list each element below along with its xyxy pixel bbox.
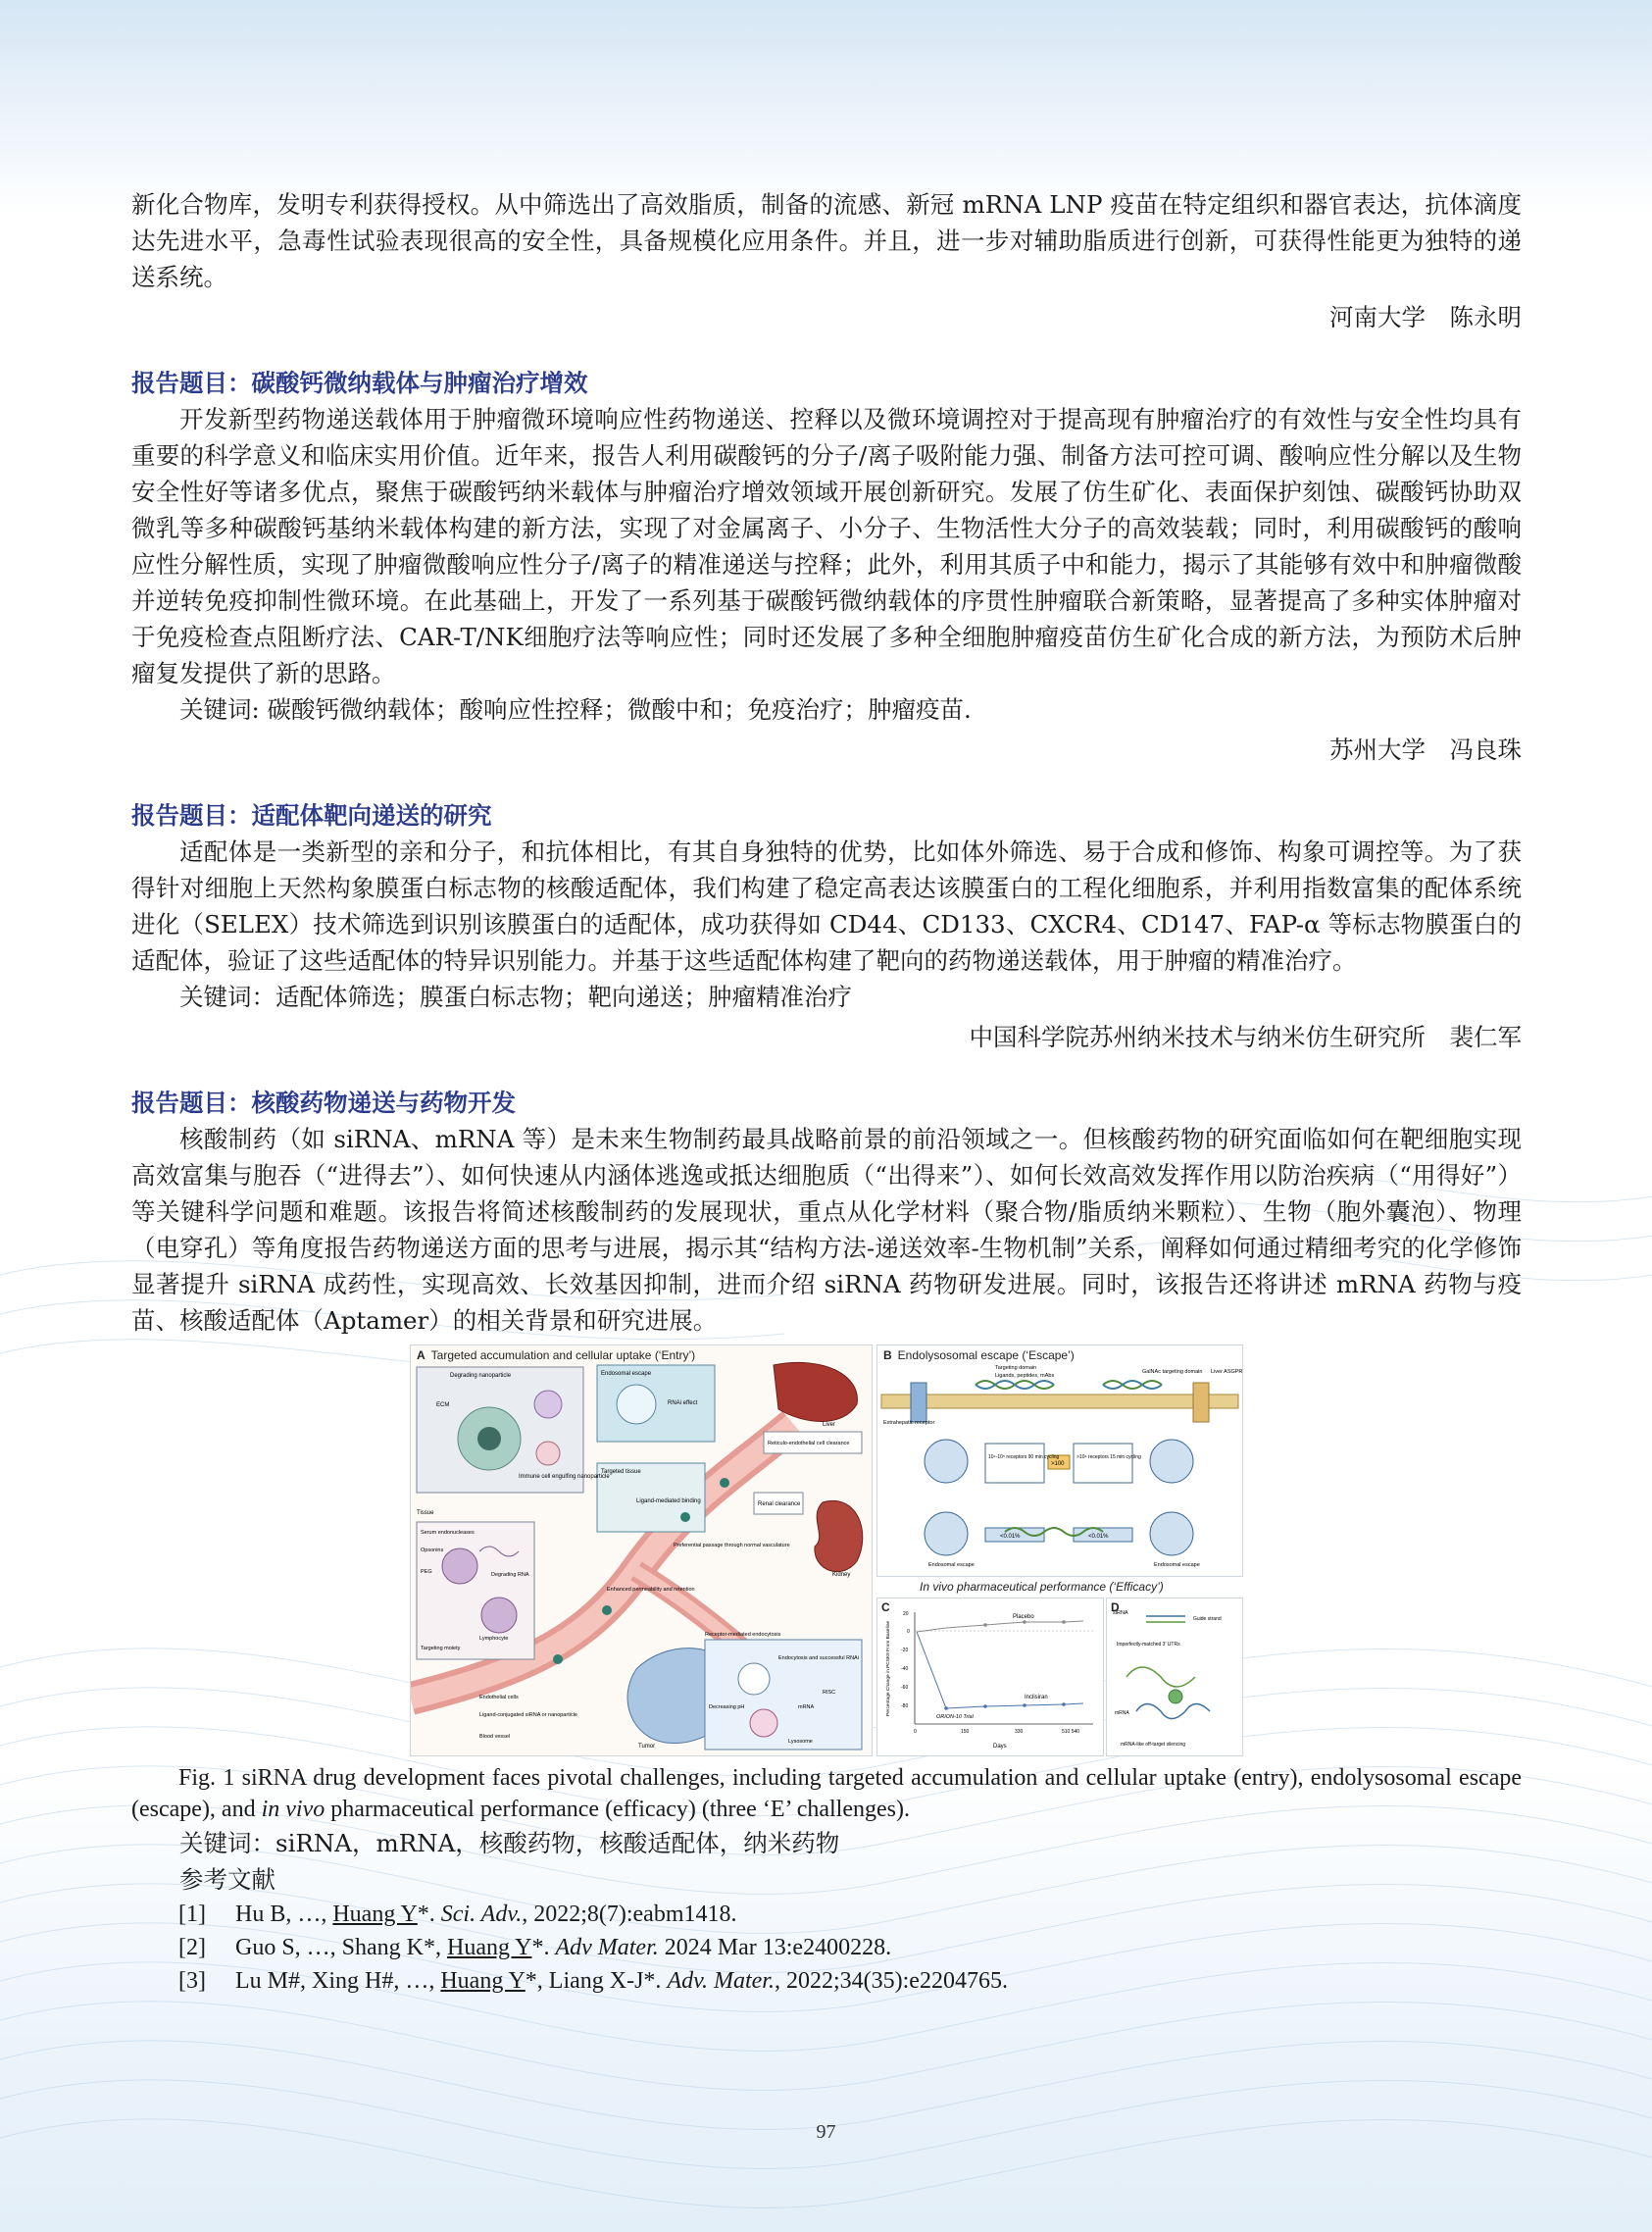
references-title: 参考文献	[179, 1865, 275, 1894]
reference-mid: *.	[417, 1902, 441, 1927]
label-escape-left-pct: <0.01%	[1000, 1534, 1021, 1540]
caption-italic: in vivo	[261, 1797, 325, 1822]
label-decreasing: Decreasing pH	[709, 1704, 745, 1710]
reference-number: [2]	[178, 1935, 206, 1960]
label-rnai: RNAi effect	[668, 1400, 698, 1406]
label-tumor: Tumor	[638, 1744, 656, 1750]
reference-author: Huang Y	[332, 1902, 418, 1927]
label-c-inclisiran: Inclisiran	[1025, 1695, 1048, 1700]
figure-panel-a	[410, 1344, 873, 1756]
report-2-keywords: 关键词：适配体筛选；膜蛋白标志物；靶向递送；肿瘤精准治疗	[179, 983, 852, 1011]
label-tissue: Tissue	[417, 1510, 434, 1516]
panel-b-title: Endolysosomal escape (‘Escape’)	[897, 1348, 1075, 1362]
figure-1	[410, 1344, 1243, 1756]
label-lysosome: Lysosome	[788, 1739, 813, 1745]
label-preferential: Preferential passage through normal vasculature	[674, 1543, 790, 1548]
reference-author: Huang Y	[447, 1935, 532, 1960]
reference-journal: Adv Mater.	[555, 1935, 659, 1960]
label-mrna: mRNA	[798, 1704, 815, 1710]
label-galnac: GalNAc targeting domain	[1142, 1369, 1203, 1375]
label-d-offtarget: mRNA-like off-target silencing	[1121, 1742, 1186, 1748]
label-ligand-sirna: Ligand-conjugated siRNA or nanoparticle	[479, 1712, 577, 1718]
label-c-ylabel: Percentage Change in PCSK9 From Baseline	[886, 1620, 891, 1716]
figure-panel-c	[876, 1598, 1104, 1756]
label-endocytosis: Endocytosis and successful RNAi	[778, 1655, 859, 1661]
label-d-imperfect: Imperfectly-matched 3′ UTRs	[1117, 1642, 1180, 1648]
report-1-title: 报告题目：碳酸钙微纳载体与肿瘤治疗增效	[131, 369, 588, 397]
intro-paragraph: 新化合物库，发明专利获得授权。从中筛选出了高效脂质，制备的流感、新冠 mRNA LNP 疫苗在特定组织和器官表达，抗体滴度达先进水平，急毒性试验表现很高的安全性，具备规模化应用条件。并且，进一步对辅助脂质进行创新，可获得性能更为独特的递送系统。	[131, 190, 1522, 291]
intro-affiliation: 河南大学 陈永明	[1329, 303, 1522, 331]
c-ytick-1: 0	[907, 1629, 910, 1635]
report-1-keywords: 关键词: 碳酸钙微纳载体；酸响应性控释；微酸中和；免疫治疗；肿瘤疫苗.	[179, 695, 972, 724]
panel-c-letter: C	[881, 1600, 890, 1614]
label-escape-left: Endosomal escape	[928, 1562, 975, 1568]
panel-a-title: Targeted accumulation and cellular uptake (‘Entry’)	[430, 1348, 696, 1362]
reference-author: Huang Y	[440, 1968, 526, 1994]
reference-post: 2024 Mar 13:e2400228.	[658, 1935, 892, 1960]
report-2-body: 适配体是一类新型的亲和分子，和抗体相比，有其自身独特的优势，比如体外筛选、易于合成和修饰、构象可调控等。为了获得针对细胞上天然构象膜蛋白标志物的核酸适配体，我们构建了稳定高表达该膜蛋白的工程化细胞系，并利用指数富集的配体系统进化（SELEX）技术筛选到识别该膜蛋白的适配体，成功获得如 CD44、CD133、CXCR4、CD147、FAP-α 等标志物膜蛋白的适配体，验证了这些适配体的特异识别能力。并基于这些适配体构建了靶向的药物递送载体，用于肿瘤的精准治疗。	[131, 837, 1522, 975]
reference-pre: Guo S, …, Shang K*,	[235, 1935, 448, 1960]
label-extrahepatic: Extrahepatic receptor	[883, 1420, 935, 1426]
reference-item	[131, 1964, 1522, 1998]
reference-mid: *, Liang X-J*.	[525, 1968, 668, 1994]
label-opsonins: Opsonins	[421, 1547, 444, 1553]
report-1-affiliation: 苏州大学 冯良珠	[1329, 736, 1522, 764]
c-ytick-0: 20	[903, 1611, 909, 1617]
label-receptors-right: >10⁶ receptors 15 min cycling	[1076, 1454, 1141, 1460]
panel-a-illustration	[411, 1345, 872, 1755]
reference-number: [1]	[178, 1902, 206, 1927]
panel-c-chart	[877, 1598, 1103, 1755]
label-ligands: Ligands, peptides, mAbs	[995, 1373, 1055, 1379]
label-reticulo: Reticulo-endothelial cell clearance	[768, 1441, 850, 1446]
report-2-title: 报告题目：适配体靶向递送的研究	[131, 801, 492, 830]
label-endosomal: Endosomal escape	[601, 1371, 652, 1377]
panel-b-letter: B	[883, 1348, 892, 1362]
label-targeting-moiety: Targeting moiety	[421, 1646, 461, 1651]
label-peg: PEG	[421, 1569, 432, 1575]
report-2-affiliation: 中国科学院苏州纳米技术与纳米仿生研究所 裴仁军	[969, 1023, 1522, 1051]
c-ytick-2: -20	[901, 1648, 909, 1653]
reference-journal: Adv. Mater.	[667, 1968, 775, 1994]
label-receptors-left: 10⁴-10⁵ receptors 90 min cycling	[988, 1454, 1060, 1460]
label-liver: Liver	[823, 1422, 836, 1428]
page-content	[131, 186, 1522, 1998]
reference-item	[131, 1931, 1522, 1964]
c-xtick-1: 150	[961, 1729, 970, 1735]
label-c-trial: ORION-10 Trial	[936, 1714, 974, 1720]
reference-pre: Hu B, …,	[235, 1902, 333, 1927]
reference-post: , 2022;8(7):eabm1418.	[522, 1902, 737, 1927]
reference-item	[131, 1898, 1522, 1931]
label-c-placebo: Placebo	[1013, 1614, 1034, 1620]
reference-journal: Sci. Adv.	[440, 1902, 523, 1927]
reference-post: , 2022;34(35):e2204765.	[774, 1968, 1008, 1994]
panel-a-letter: A	[417, 1348, 426, 1362]
figure-panel-d	[1106, 1598, 1243, 1756]
label-targeting-domain: Targeting domain	[995, 1365, 1037, 1371]
report-1-body: 开发新型药物递送载体用于肿瘤微环境响应性药物递送、控释以及微环境调控对于提高现有肿瘤治疗的有效性与安全性均具有重要的科学意义和临床实用价值。近年来，报告人利用碳酸钙的分子/离子吸附能力强、制备方法可控可调、酸响应性分解以及生物安全性好等诸多优点，聚焦于碳酸钙纳米载体与肿瘤治疗增效领域开展创新研究。发展了仿生矿化、表面保护刻蚀、碳酸钙协助双微乳等多种碳酸钙基纳米载体构建的新方法，实现了对金属离子、小分子、生物活性大分子的高效装载；同时，利用碳酸钙的酸响应性分解性质，实现了肿瘤微酸响应性分子/离子的精准递送与控释；此外，利用其质子中和能力，揭示了其能够有效中和肿瘤微酸并逆转免疫抑制性微环境。在此基础上，开发了一系列基于碳酸钙微纳载体的序贯性肿瘤联合新策略，显著提高了多种实体肿瘤对于免疫检查点阻断疗法、CAR-T/NK细胞疗法等响应性；同时还发展了多种全细胞肿瘤疫苗仿生矿化合成的新方法，为预防术后肿瘤复发提供了新的思路。	[131, 405, 1522, 687]
label-serum: Serum endonucleases	[421, 1530, 475, 1536]
efficacy-title: In vivo pharmaceutical performance (‘Efficacy’)	[920, 1580, 1164, 1594]
label-endothelial: Endothelial cells	[479, 1695, 519, 1700]
label-targeted: Targeted tissue	[601, 1469, 641, 1475]
caption-suffix: pharmaceutical performance (efficacy) (three ‘E’ challenges).	[325, 1797, 910, 1822]
label-degrading-rna: Degrading RNA	[491, 1572, 529, 1578]
report-3-body: 核酸制药（如 siRNA、mRNA 等）是未来生物制药最具战略前景的前沿领域之一。但核酸药物的研究面临如何在靶细胞实现高效富集与胞吞（“进得去”）、如何快速从内涵体逃逸或抵达细胞质（“出得来”）、如何长效高效发挥作用以防治疾病（“用得好”）等关键科学问题和难题。该报告将简述核酸制药的发展现状，重点从化学材料（聚合物/脂质纳米颗粒）、生物（胞外囊泡）、物理（电穿孔）等角度报告药物递送方面的思考与进展，揭示其“结构方法-递送效率-生物机制”关系，阐释如何通过精细考究的化学修饰显著提升 siRNA 成药性，实现高效、长效基因抑制，进而介绍 siRNA 药物研发进展。同时，该报告还将讲述 mRNA 药物与疫苗、核酸适配体（Aptamer）的相关背景和研究进展。	[131, 1125, 1522, 1335]
label-d-mrna: mRNA	[1115, 1710, 1129, 1716]
panel-d-letter: D	[1111, 1600, 1120, 1614]
report-3-keywords: 关键词：siRNA，mRNA，核酸药物，核酸适配体，纳米药物	[179, 1829, 840, 1857]
caption-prefix: Fig. 1 siRNA drug development faces pivotal challenges, including targeted accumulation and cellular uptake (entry), endolysosomal escape (escape), and	[131, 1765, 1522, 1822]
label-ecm: ECM	[436, 1402, 450, 1408]
c-xtick-0: 0	[914, 1729, 917, 1735]
page-number: 97	[816, 2121, 836, 2143]
label-liver-asgpr: Liver ASGPR	[1211, 1369, 1242, 1375]
figure-panel-b	[876, 1344, 1243, 1577]
label-d-guide: Guide strand	[1193, 1616, 1222, 1622]
c-ytick-4: -60	[901, 1685, 909, 1691]
reference-number: [3]	[178, 1968, 206, 1994]
label-risc: RISC	[823, 1690, 836, 1696]
c-xtick-2: 330	[1015, 1729, 1024, 1735]
label-d-sirna: siRNA	[1113, 1610, 1128, 1616]
report-3-title: 报告题目：核酸药物递送与药物开发	[131, 1089, 516, 1117]
c-ytick-3: -40	[901, 1666, 909, 1672]
label-escape-right-pct: <0.01%	[1088, 1534, 1109, 1540]
reference-pre: Lu M#, Xing H#, …,	[235, 1968, 441, 1994]
panel-b-illustration	[877, 1345, 1242, 1576]
label-degrading: Degrading nanoparticle	[450, 1373, 512, 1379]
label-kidney: Kidney	[832, 1572, 851, 1578]
reference-mid: *.	[531, 1935, 556, 1960]
label-escape-right: Endosomal escape	[1154, 1562, 1200, 1568]
label-c-xlabel: Days	[993, 1744, 1007, 1750]
label-receptor: Receptor-mediated endocytosis	[705, 1632, 781, 1638]
c-xtick-3: 510 540	[1062, 1729, 1080, 1735]
label-ratio-top: >100	[1051, 1461, 1065, 1467]
label-ligand: Ligand-mediated binding	[636, 1498, 701, 1504]
label-renal: Renal clearance	[758, 1501, 801, 1507]
figure-caption	[131, 1762, 1522, 1825]
label-enhanced: Enhanced permeability and retention	[607, 1587, 695, 1593]
label-lymphocyte: Lymphocyte	[479, 1636, 509, 1642]
label-blood: Blood vessel	[479, 1734, 511, 1740]
c-ytick-5: -80	[901, 1703, 909, 1709]
panel-d-illustration	[1107, 1598, 1242, 1755]
label-immune: Immune cell engulfing nanoparticle	[519, 1474, 610, 1480]
